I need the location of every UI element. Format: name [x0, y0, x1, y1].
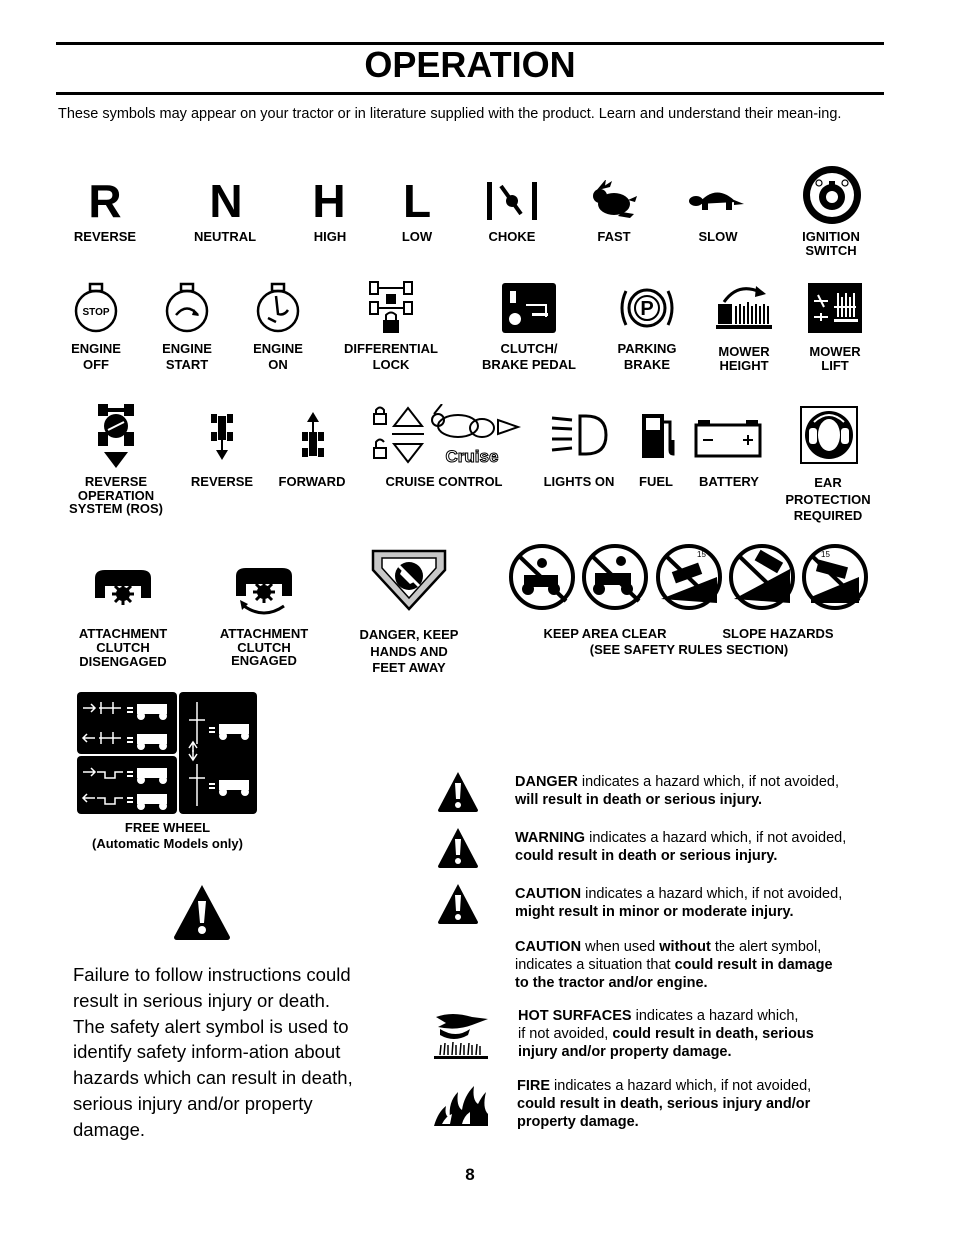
caption-line: LIFT	[821, 358, 849, 373]
free-wheel-icon	[77, 692, 257, 814]
mower-lift-icon	[808, 283, 862, 333]
caption-ear-protection	[778, 475, 878, 525]
hot-text: if not avoided,	[518, 1026, 613, 1042]
caption-line: DISENGAGED	[79, 654, 167, 669]
caution2-bold: to the tractor and/or engine.	[515, 975, 708, 991]
title-rule	[56, 92, 884, 95]
caution2-word: CAUTION	[515, 939, 582, 955]
safety-paragraph: Failure to follow instructions could result in serious injury or death. The safety alert symbol is used to identify safety inform-ation about hazards which can result in death, serious injury and/or property damage.	[73, 964, 353, 1140]
fire-bold: could result in death, serious injury and/or	[517, 1096, 811, 1112]
caption-attachment-engaged	[204, 627, 324, 668]
reverse-tractor-icon	[209, 410, 235, 462]
caption-mower-lift	[790, 345, 880, 373]
caption-line: CLUTCH/	[500, 341, 558, 356]
danger-definition	[515, 773, 895, 809]
danger-bold: will result in death or serious injury.	[515, 792, 763, 808]
caption-line: ON	[268, 357, 288, 372]
caption-differential-lock	[331, 342, 451, 372]
caption-line: PROTECTION	[785, 491, 871, 507]
caption-line: ENGINE	[253, 341, 303, 356]
caption-mower-height	[699, 345, 789, 373]
slope-hazard-icon-2	[728, 543, 796, 611]
hot-bold: injury and/or property damage.	[518, 1044, 732, 1060]
cruise-control-icon	[368, 404, 522, 466]
slope-hazard-icon-1	[655, 543, 723, 611]
caption-line: EAR	[814, 475, 842, 490]
caption-engine-start	[142, 342, 232, 372]
hot-surfaces-definition	[518, 1007, 898, 1061]
caption-line: DANGER, KEEP	[359, 627, 459, 642]
caption-see-safety-rules: (SEE SAFETY RULES SECTION)	[589, 642, 789, 657]
svg-text:P: P	[640, 298, 654, 320]
caption-line: BRAKE	[623, 357, 671, 372]
caption-line: FEET AWAY	[372, 660, 446, 675]
engine-on-icon	[254, 282, 302, 334]
safety-alert-icon	[172, 883, 232, 941]
hot-surfaces-icon	[432, 1009, 490, 1061]
cruise-word: Cruise	[445, 447, 499, 466]
caption-danger-hands-feet	[349, 627, 469, 677]
page-title: OPERATION	[364, 44, 576, 85]
choke-icon	[484, 180, 540, 222]
parking-brake-icon	[618, 283, 676, 333]
stop-label: STOP	[82, 307, 110, 318]
caption-reverse-2: REVERSE	[190, 474, 254, 489]
caption-fast: FAST	[597, 229, 631, 244]
caution2-text: indicates a situation that	[515, 957, 675, 973]
fire-definition	[517, 1077, 897, 1131]
caption-battery: BATTERY	[699, 474, 759, 489]
warning-bold: could result in death or serious injury.	[515, 848, 778, 864]
caption-reverse: REVERSE	[73, 229, 137, 244]
caption-engine-off	[51, 342, 141, 372]
caption-line: FREE WHEEL	[124, 820, 211, 835]
caution-definition	[515, 885, 895, 921]
caption-line: DIFFERENTIAL	[344, 341, 438, 356]
hot-text: indicates a hazard which,	[631, 1008, 799, 1024]
warning-alert-icon	[437, 827, 479, 869]
caption-line: ATTACHMENT	[219, 626, 309, 641]
ros-icon	[94, 402, 138, 470]
slope-number: 15	[697, 550, 706, 559]
slope-number: 15	[821, 550, 830, 559]
caption-forward: FORWARD	[278, 474, 346, 489]
fire-word: FIRE	[517, 1078, 551, 1094]
caption-clutch-brake	[469, 342, 589, 372]
keep-area-clear-icon-1	[508, 543, 576, 611]
warning-text: indicates a hazard which, if not avoided,	[585, 830, 847, 846]
attachment-clutch-engaged-icon	[234, 566, 294, 620]
battery-icon	[694, 416, 762, 458]
caption-low: LOW	[401, 229, 433, 244]
caution2-text: the alert symbol,	[710, 939, 822, 955]
mower-height-icon	[716, 282, 772, 332]
fire-text: indicates a hazard which, if not avoided,	[550, 1078, 812, 1094]
caption-line: MOWER	[809, 344, 861, 359]
intro-text: These symbols may appear on your tractor or in literature supplied with the product. Learn and understand their mean-ing.	[58, 106, 842, 122]
caption-keep-area-clear: KEEP AREA CLEAR	[543, 626, 667, 641]
caption-line: SYSTEM (ROS)	[69, 501, 163, 516]
caption-ignition-switch	[786, 230, 876, 258]
hot-word: HOT SURFACES	[518, 1008, 632, 1024]
caption-line: OPERATION	[77, 487, 155, 503]
caption-line: ENGAGED	[231, 653, 297, 668]
danger-alert-icon	[437, 771, 479, 813]
caption-engine-on	[233, 342, 323, 372]
rabbit-icon	[590, 180, 640, 220]
fire-icon	[432, 1078, 490, 1128]
page-number: 8	[465, 1165, 475, 1184]
slope-hazard-icon-3	[801, 543, 869, 611]
caution-text: indicates a hazard which, if not avoided,	[581, 886, 843, 902]
caption-line: CLUTCH	[96, 640, 150, 655]
caption-line: PARKING	[617, 341, 677, 356]
caption-parking-brake	[602, 342, 692, 372]
caption-line: IGNITION	[802, 229, 860, 244]
warning-definition	[515, 829, 895, 865]
caution2-without: without	[659, 939, 711, 955]
differential-lock-icon	[366, 280, 416, 336]
ignition-switch-icon	[802, 165, 862, 225]
caption-ros	[56, 475, 176, 516]
caption-line: HANDS AND	[370, 643, 448, 659]
danger-word: DANGER	[515, 774, 578, 790]
caption-attachment-disengaged	[63, 627, 183, 669]
danger-hands-feet-icon	[370, 548, 448, 612]
caption-line: OFF	[83, 357, 109, 372]
caption-free-wheel	[75, 820, 260, 852]
caption-neutral: NEUTRAL	[193, 229, 257, 244]
fire-bold: property damage.	[517, 1114, 639, 1130]
lights-on-icon	[550, 412, 608, 458]
caption-line: REVERSE	[84, 474, 148, 489]
caption-fuel: FUEL	[639, 474, 673, 489]
caption-line: MOWER	[718, 344, 770, 359]
caption-high: HIGH	[313, 229, 347, 244]
caption-line: LOCK	[372, 357, 410, 372]
caption-line: (Automatic Models only)	[92, 836, 243, 851]
caption-line: HEIGHT	[719, 358, 769, 373]
caption-line: SWITCH	[805, 243, 857, 258]
caption-lights-on: LIGHTS ON	[543, 474, 615, 489]
reverse-letter: R	[88, 175, 122, 227]
caption-line: START	[165, 357, 209, 372]
warning-word: WARNING	[515, 830, 586, 846]
caption-line: REQUIRED	[793, 508, 863, 523]
caption-line: ENGINE	[162, 341, 212, 356]
ear-protection-icon	[800, 406, 858, 464]
danger-text: indicates a hazard which, if not avoided,	[577, 774, 839, 790]
clutch-brake-pedal-icon	[502, 283, 556, 333]
turtle-icon	[688, 184, 748, 216]
caution2-bold: could result in damage	[674, 957, 833, 973]
engine-start-icon	[163, 282, 211, 334]
keep-area-clear-icon-2	[581, 543, 649, 611]
low-letter: L	[402, 175, 432, 227]
caution-bold: might result in minor or moderate injury.	[515, 904, 794, 920]
high-letter: H	[312, 175, 346, 227]
caption-line: ENGINE	[71, 341, 121, 356]
neutral-letter: N	[209, 175, 243, 227]
caption-cruise-control: CRUISE CONTROL	[385, 474, 503, 489]
forward-tractor-icon	[300, 410, 326, 462]
caption-slow: SLOW	[698, 229, 738, 244]
caption-choke: CHOKE	[488, 229, 536, 244]
caution-word: CAUTION	[515, 886, 582, 902]
attachment-clutch-disengaged-icon	[93, 568, 153, 616]
caution2-text: when used	[581, 939, 660, 955]
caption-line: BRAKE PEDAL	[482, 357, 576, 372]
caption-line: CLUTCH	[237, 639, 291, 655]
caution-alert-icon	[437, 883, 479, 925]
caption-line: ATTACHMENT	[78, 626, 168, 641]
fuel-pump-icon	[640, 412, 676, 460]
caption-slope-hazards: SLOPE HAZARDS	[722, 626, 834, 641]
engine-off-icon	[72, 282, 120, 334]
hot-bold: could result in death, serious	[612, 1026, 814, 1042]
caution-no-symbol-definition	[515, 938, 895, 992]
